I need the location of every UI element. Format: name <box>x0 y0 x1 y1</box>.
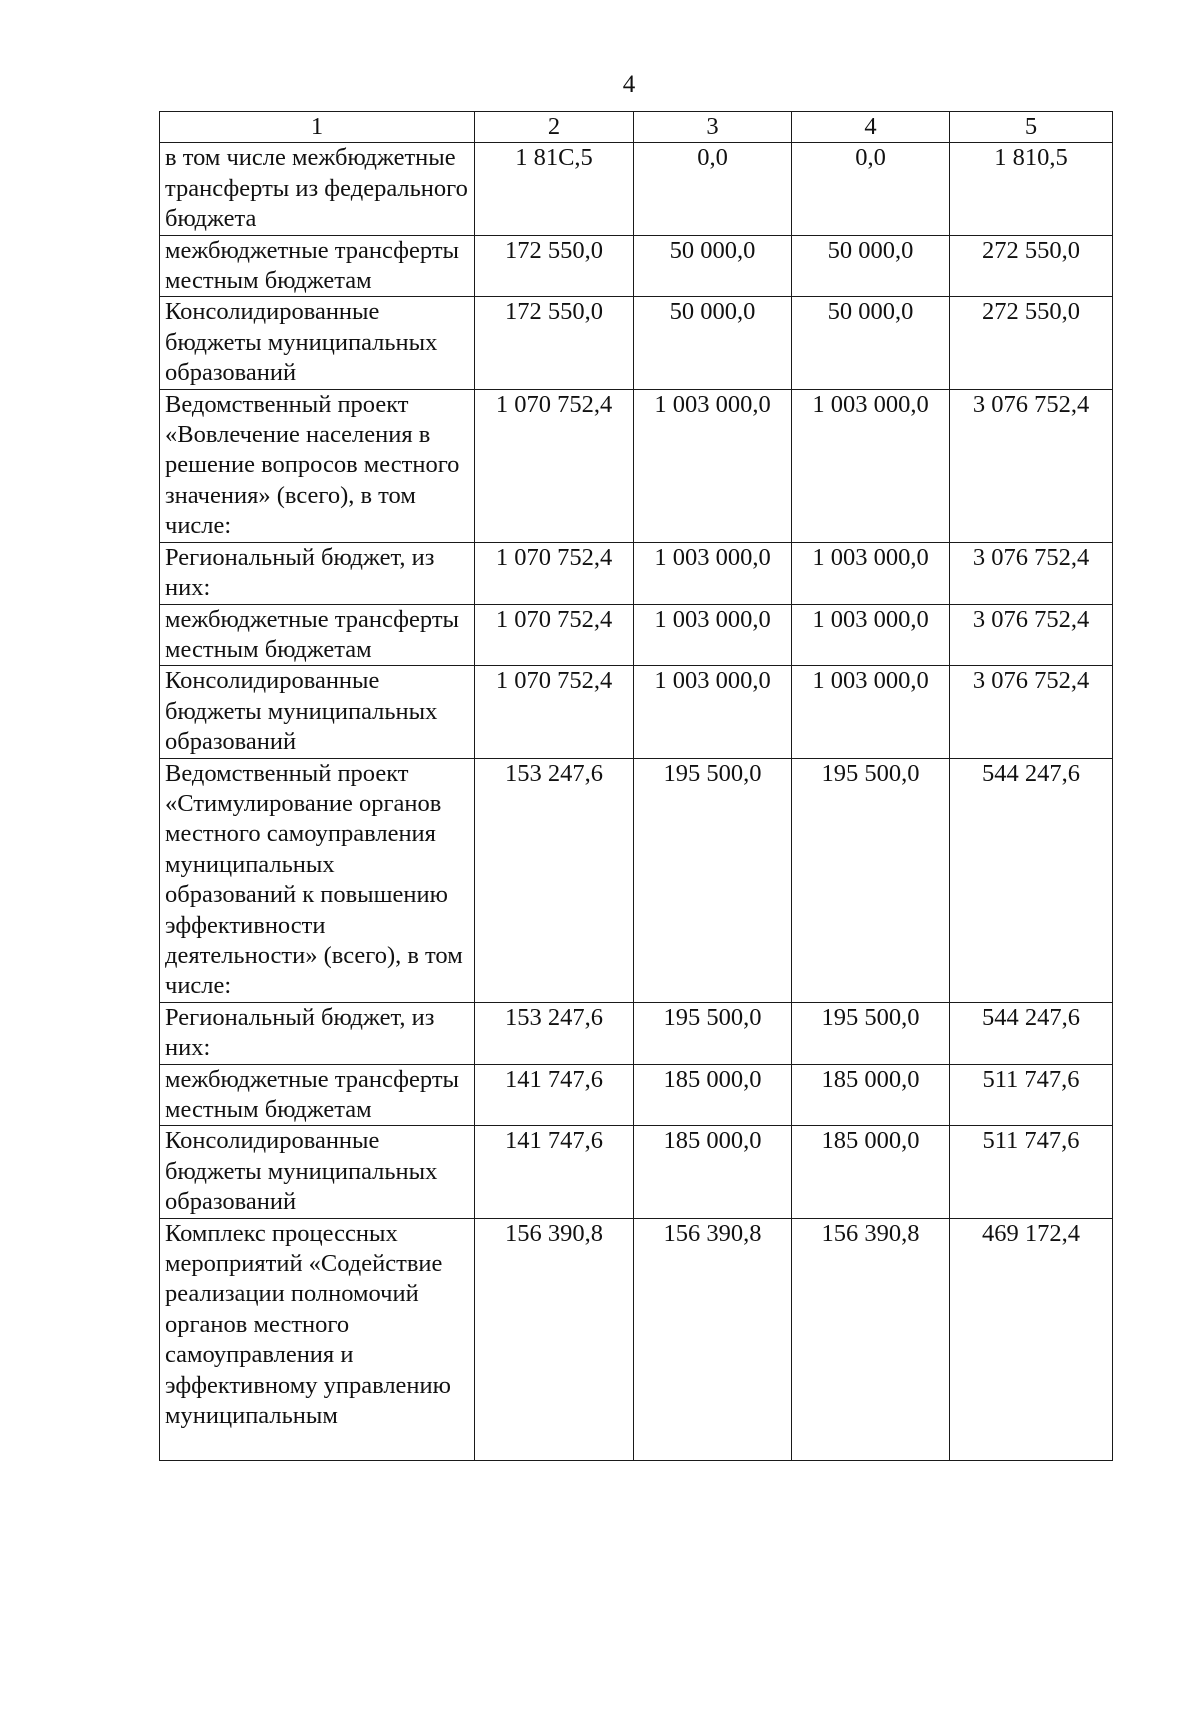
column-header-2: 2 <box>475 112 634 143</box>
row-label: Комплекс процессных мероприятий «Содействие реализации полномочий органов местного самоуправления и эффективному управлению муниципальным <box>160 1218 475 1460</box>
value-col-4: 195 500,0 <box>792 758 950 1002</box>
table-row <box>160 1126 1113 1218</box>
value-col-4: 50 000,0 <box>792 235 950 297</box>
value-col-4: 1 003 000,0 <box>792 604 950 666</box>
value-col-5: 3 076 752,4 <box>950 604 1113 666</box>
column-header-3: 3 <box>634 112 792 143</box>
value-col-3: 50 000,0 <box>634 297 792 389</box>
value-col-2: 172 550,0 <box>475 235 634 297</box>
table-body <box>160 143 1113 1460</box>
row-label: Ведомственный проект «Вовлечение населения в решение вопросов местного значения» (всего), в том числе: <box>160 389 475 542</box>
value-col-5: 544 247,6 <box>950 758 1113 1002</box>
value-col-4: 50 000,0 <box>792 297 950 389</box>
value-col-3: 1 003 000,0 <box>634 542 792 604</box>
value-col-5: 1 810,5 <box>950 143 1113 235</box>
value-col-5: 272 550,0 <box>950 297 1113 389</box>
value-col-5: 3 076 752,4 <box>950 542 1113 604</box>
table-header <box>160 112 1113 143</box>
value-col-3: 1 003 000,0 <box>634 666 792 758</box>
table-row <box>160 666 1113 758</box>
value-col-2: 153 247,6 <box>475 758 634 1002</box>
value-col-4: 185 000,0 <box>792 1064 950 1126</box>
value-col-2: 141 747,6 <box>475 1064 634 1126</box>
table-row <box>160 389 1113 542</box>
value-col-4: 1 003 000,0 <box>792 542 950 604</box>
row-label: Консолидированные бюджеты муниципальных образований <box>160 297 475 389</box>
value-col-2: 156 390,8 <box>475 1218 634 1460</box>
table-row <box>160 143 1113 235</box>
row-label: межбюджетные трансферты местным бюджетам <box>160 1064 475 1126</box>
row-label: Ведомственный проект «Стимулирование органов местного самоуправления муниципальных образований к повышению эффективности деятельности» (всего), в том числе: <box>160 758 475 1002</box>
table-row <box>160 604 1113 666</box>
value-col-4: 1 003 000,0 <box>792 389 950 542</box>
value-col-5: 3 076 752,4 <box>950 389 1113 542</box>
row-label: межбюджетные трансферты местным бюджетам <box>160 604 475 666</box>
value-col-2: 141 747,6 <box>475 1126 634 1218</box>
value-col-3: 185 000,0 <box>634 1126 792 1218</box>
value-col-3: 195 500,0 <box>634 1002 792 1064</box>
page-number: 4 <box>622 71 636 98</box>
value-col-3: 1 003 000,0 <box>634 604 792 666</box>
row-label: Консолидированные бюджеты муниципальных образований <box>160 666 475 758</box>
value-col-3: 156 390,8 <box>634 1218 792 1460</box>
table-row <box>160 297 1113 389</box>
value-col-4: 0,0 <box>792 143 950 235</box>
value-col-3: 1 003 000,0 <box>634 389 792 542</box>
value-col-2: 1 070 752,4 <box>475 666 634 758</box>
table-row <box>160 758 1113 1002</box>
value-col-5: 511 747,6 <box>950 1126 1113 1218</box>
value-col-3: 50 000,0 <box>634 235 792 297</box>
value-col-2: 1 070 752,4 <box>475 389 634 542</box>
budget-table <box>159 111 1113 1461</box>
column-header-4: 4 <box>792 112 950 143</box>
row-label: Региональный бюджет, из них: <box>160 1002 475 1064</box>
row-label: в том числе межбюджетные трансферты из федерального бюджета <box>160 143 475 235</box>
value-col-2: 172 550,0 <box>475 297 634 389</box>
table-row <box>160 542 1113 604</box>
value-col-4: 195 500,0 <box>792 1002 950 1064</box>
value-col-5: 544 247,6 <box>950 1002 1113 1064</box>
table-row <box>160 1064 1113 1126</box>
value-col-2: 1 81С,5 <box>475 143 634 235</box>
row-label: Консолидированные бюджеты муниципальных образований <box>160 1126 475 1218</box>
row-label: Региональный бюджет, из них: <box>160 542 475 604</box>
value-col-3: 195 500,0 <box>634 758 792 1002</box>
value-col-3: 0,0 <box>634 143 792 235</box>
row-label: межбюджетные трансферты местным бюджетам <box>160 235 475 297</box>
value-col-4: 185 000,0 <box>792 1126 950 1218</box>
column-header-1: 1 <box>160 112 475 143</box>
header-row <box>160 112 1113 143</box>
value-col-5: 469 172,4 <box>950 1218 1113 1460</box>
value-col-5: 272 550,0 <box>950 235 1113 297</box>
value-col-2: 1 070 752,4 <box>475 542 634 604</box>
table-row <box>160 1002 1113 1064</box>
table-row <box>160 235 1113 297</box>
value-col-4: 1 003 000,0 <box>792 666 950 758</box>
column-header-5: 5 <box>950 112 1113 143</box>
value-col-2: 1 070 752,4 <box>475 604 634 666</box>
value-col-2: 153 247,6 <box>475 1002 634 1064</box>
value-col-5: 3 076 752,4 <box>950 666 1113 758</box>
value-col-5: 511 747,6 <box>950 1064 1113 1126</box>
table-row <box>160 1218 1113 1460</box>
value-col-3: 185 000,0 <box>634 1064 792 1126</box>
value-col-4: 156 390,8 <box>792 1218 950 1460</box>
